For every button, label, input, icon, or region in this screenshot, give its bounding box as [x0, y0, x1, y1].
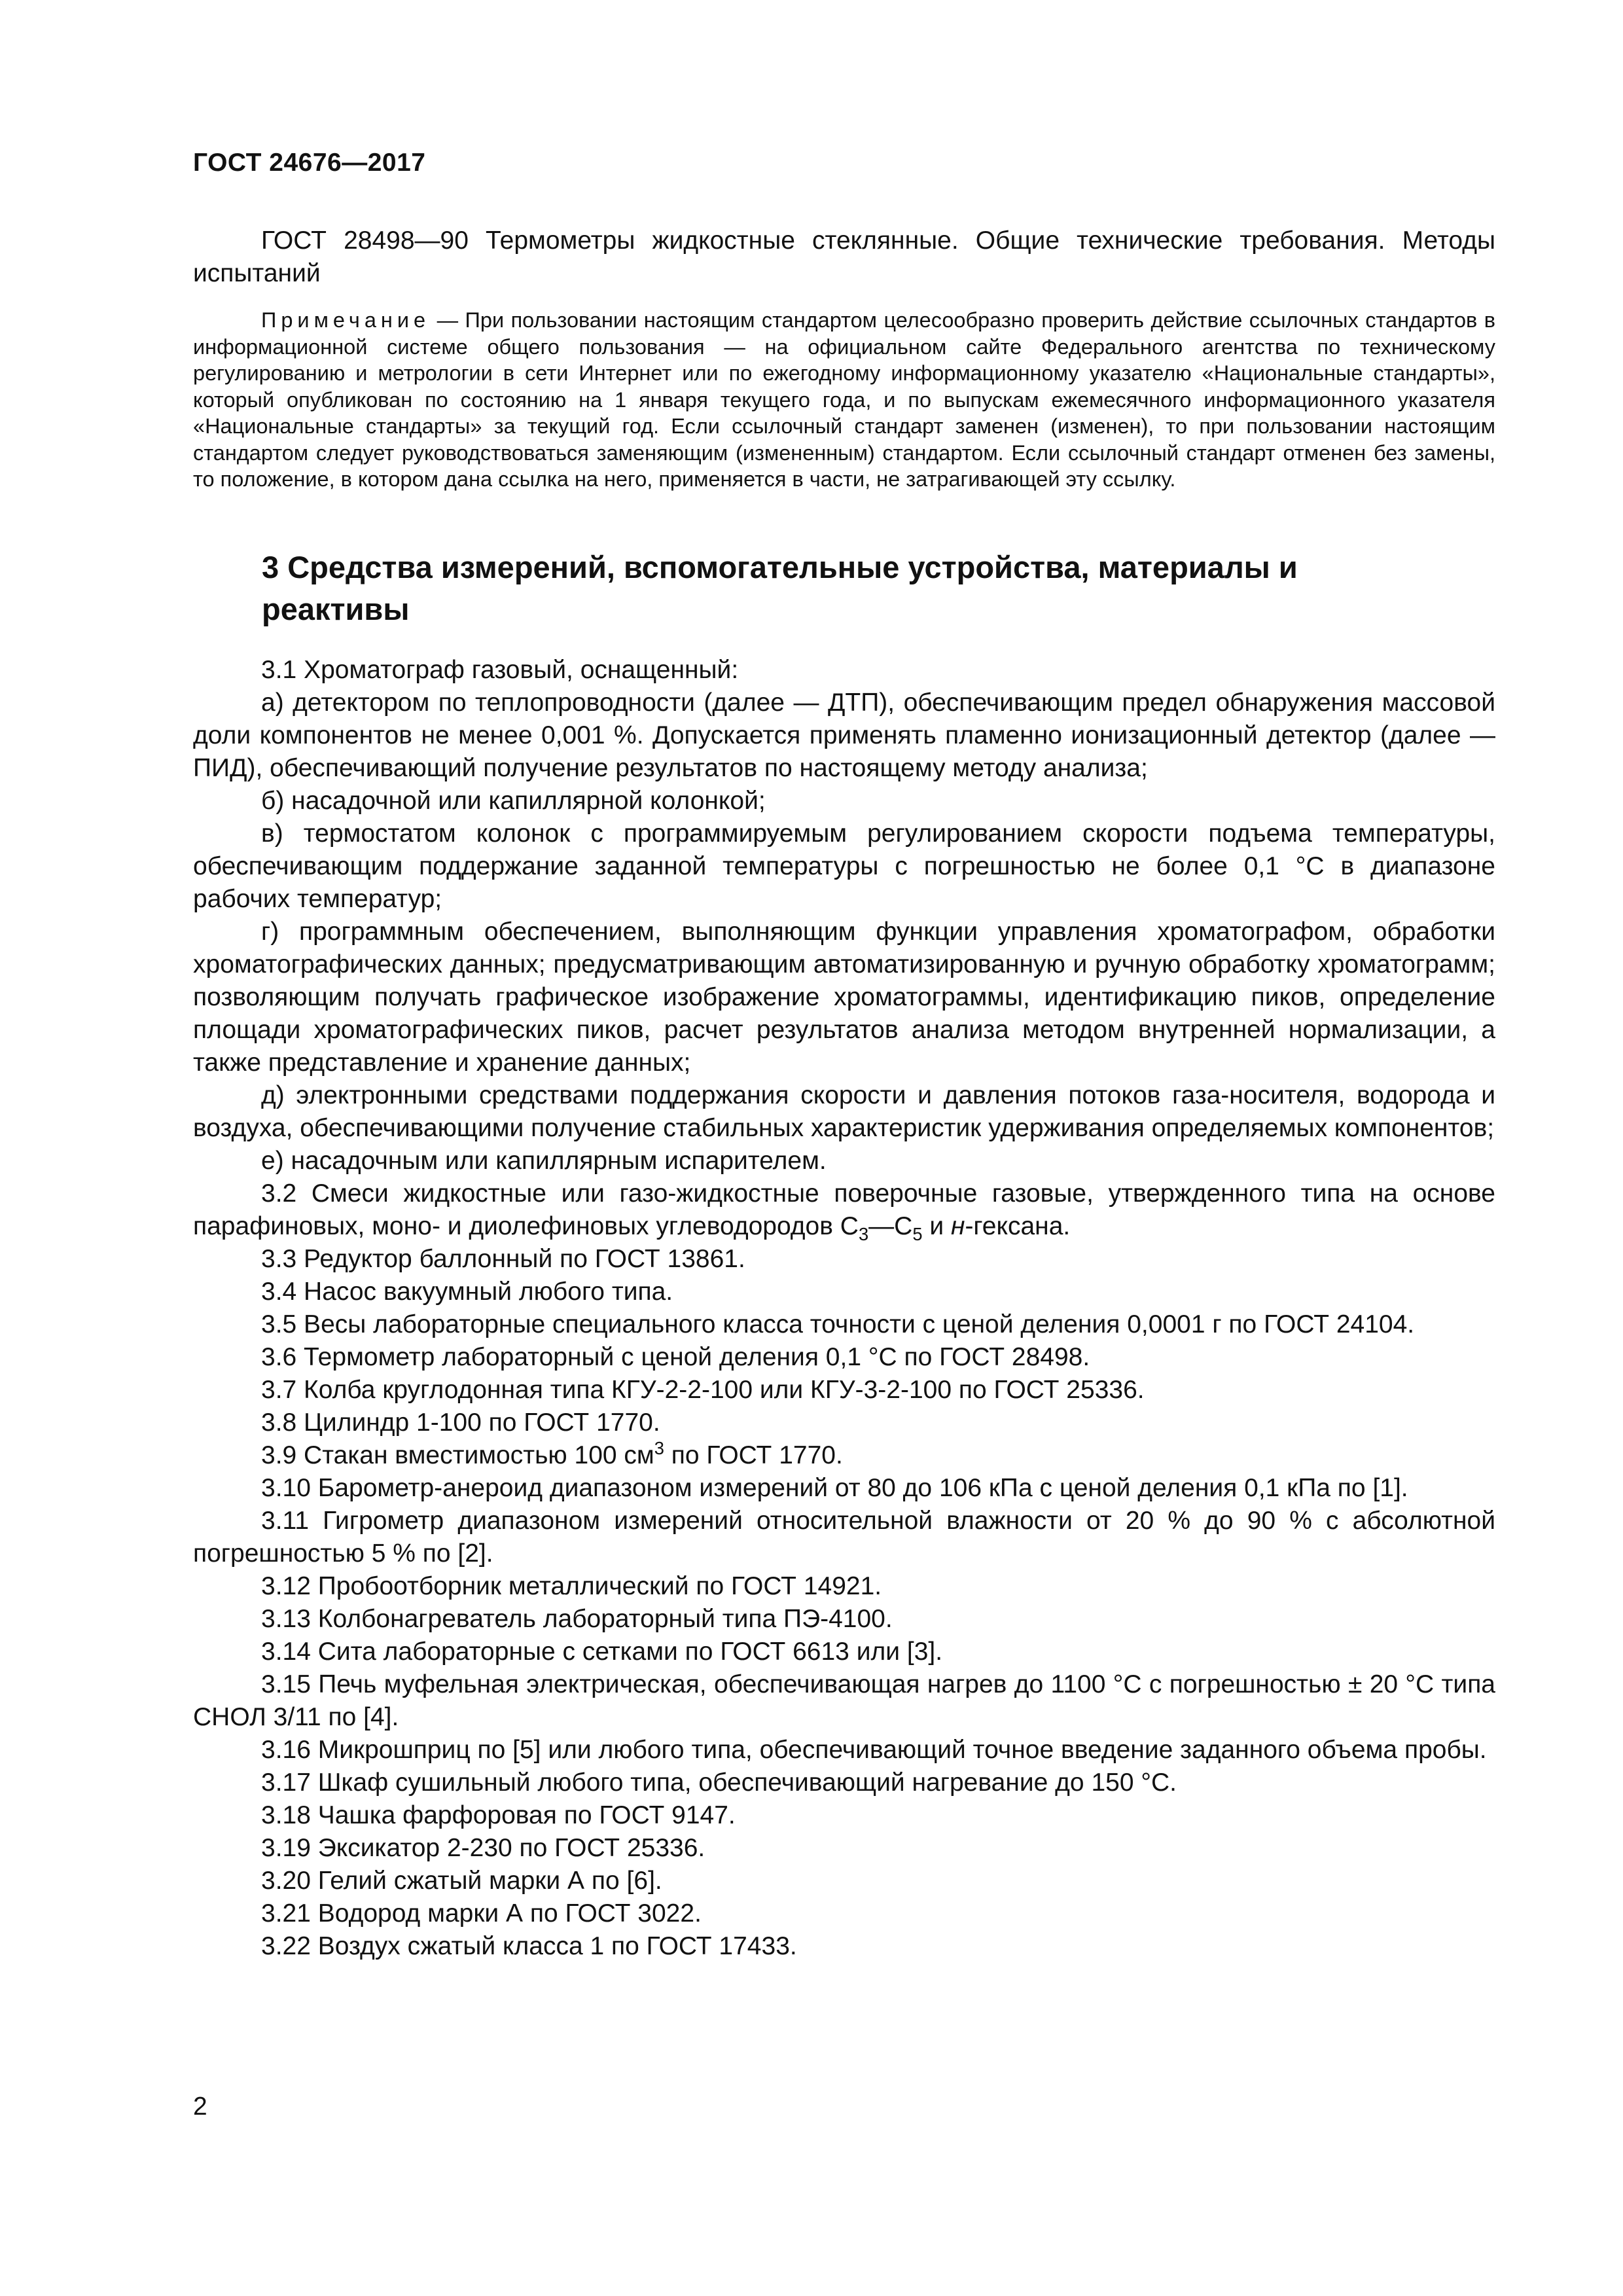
item-3-2-subscript-3: 3	[858, 1223, 869, 1244]
page-number: 2	[193, 2092, 207, 2121]
item-3-7: 3.7 Колба круглодонная типа КГУ-2-2-100 или КГУ-3-2-100 по ГОСТ 25336.	[261, 1375, 1145, 1404]
item-3-1-b: б) насадочной или капиллярной колонкой;	[261, 786, 766, 815]
item-3-11: 3.11 Гигрометр диапазоном измерений относительной влажности от 20 % до 90 % с абсолютной погрешностью 5 % по [2].	[193, 1506, 1495, 1568]
item-3-2	[193, 1177, 1495, 1243]
note-dash: —	[430, 308, 465, 332]
note-label: Примечание	[261, 308, 431, 332]
item-3-16: 3.16 Микрошприц по [5] или любого типа, обеспечивающий точное введение заданного объема пробы.	[261, 1735, 1487, 1764]
item-3-2-end: -гексана.	[965, 1211, 1071, 1240]
item-3-17: 3.17 Шкаф сушильный любого типа, обеспечивающий нагревание до 150 °С.	[261, 1768, 1177, 1797]
item-3-2-italic-n: н	[950, 1211, 965, 1240]
item-3-15: 3.15 Печь муфельная электрическая, обеспечивающая нагрев до 1100 °С с погрешностью ± 20 °С типа СНОЛ 3/11 по [4].	[193, 1670, 1495, 1731]
item-3-20: 3.20 Гелий сжатый марки А по [6].	[261, 1866, 662, 1895]
item-3-2-dash: —С	[868, 1211, 913, 1240]
document-id-header: ГОСТ 24676—2017	[193, 149, 426, 177]
note-text: При пользовании настоящим стандартом целесообразно проверить действие ссылочных стандартов в информационной системе общего пользования — на официальном сайте Федерального агентства по техническому регулированию и метрологии в сети Интернет или по ежегодному информационному указателю «Национальные стандарты», который опубликован по состоянию на 1 января текущего года, и по выпускам ежемесячного информационного указателя «Национальные стандарты» за текущий год. Если ссылочный стандарт заменен (изменен), то при пользовании настоящим стандартом следует руководствоваться заменяющим (измененным) стандартом. Если ссылочный стандарт отменен без замены, то положение, в котором дана ссылка на него, применяется в части, не затрагивающей эту ссылку.	[193, 308, 1496, 491]
item-3-8: 3.8 Цилиндр 1-100 по ГОСТ 1770.	[261, 1408, 660, 1437]
item-3-1-g: г) программным обеспечением, выполняющим функции управления хроматографом, обработки хроматографических данных; предусматривающим автоматизированную и ручную обработку хроматограмм; позволяющим получать графическое изображение хроматограммы, идентификацию пиков, определение площади хроматографических пиков, расчет результатов анализа методом внутренней нормализации, а также представление и хранение данных;	[193, 917, 1495, 1077]
item-3-21: 3.21 Водород марки А по ГОСТ 3022.	[261, 1899, 702, 1928]
normative-reference-item: ГОСТ 28498—90 Термометры жидкостные стеклянные. Общие технические требования. Методы испытаний	[193, 226, 1495, 287]
item-3-12: 3.12 Пробоотборник металлический по ГОСТ 14921.	[261, 1571, 882, 1600]
item-3-9-text: 3.9 Стакан вместимостью 100 см	[261, 1441, 654, 1469]
item-3-18: 3.18 Чашка фарфоровая по ГОСТ 9147.	[261, 1801, 736, 1829]
item-3-10: 3.10 Барометр-анероид диапазоном измерений от 80 до 106 кПа с ценой деления 0,1 кПа по [1].	[261, 1473, 1408, 1502]
item-3-14: 3.14 Сита лабораторные с сетками по ГОСТ 6613 или [3].	[261, 1637, 943, 1666]
section-heading: 3 Средства измерений, вспомогательные устройства, материалы и реактивы	[262, 549, 1298, 626]
item-3-1-v: в) термостатом колонок с программируемым регулированием скорости подъема температуры, обеспечивающим поддержание заданной температуры с погрешностью не более 0,1 °С в диапазоне рабочих температур;	[193, 819, 1495, 913]
item-3-2-and: и	[922, 1211, 951, 1240]
item-3-9	[193, 1439, 1495, 1472]
item-3-3: 3.3 Редуктор баллонный по ГОСТ 13861.	[261, 1244, 745, 1273]
item-3-4: 3.4 Насос вакуумный любого типа.	[261, 1277, 673, 1306]
item-3-19: 3.19 Эксикатор 2-230 по ГОСТ 25336.	[261, 1833, 705, 1862]
item-3-13: 3.13 Колбонагреватель лабораторный типа ПЭ-4100.	[261, 1604, 893, 1633]
item-3-5: 3.5 Весы лабораторные специального класса точности с ценой деления 0,0001 г по ГОСТ 24104.	[261, 1310, 1415, 1338]
item-3-9-superscript: 3	[654, 1437, 664, 1458]
item-3-1-e: е) насадочным или капиллярным испарителем.	[261, 1146, 827, 1175]
item-3-22: 3.22 Воздух сжатый класса 1 по ГОСТ 17433.	[261, 1931, 797, 1960]
item-3-6: 3.6 Термометр лабораторный с ценой деления 0,1 °С по ГОСТ 28498.	[261, 1342, 1090, 1371]
item-3-2-subscript-5: 5	[912, 1223, 923, 1244]
document-page	[193, 147, 1495, 1963]
section-items	[193, 654, 1495, 1963]
item-3-1-a: а) детектором по теплопроводности (далее — ДТП), обеспечивающим предел обнаружения массовой доли компонентов не менее 0,001 %. Допускается применять пламенно ионизационный детектор (далее — ПИД), обеспечивающий получение результатов по настоящему методу анализа;	[193, 688, 1495, 782]
note-paragraph	[193, 307, 1495, 493]
item-3-1: 3.1 Хроматограф газовый, оснащенный:	[261, 655, 739, 684]
item-3-2-text: 3.2 Смеси жидкостные или газо-жидкостные поверочные газовые, утвержденного типа на основе парафиновых, моно- и диолефиновых углеводородов С	[193, 1179, 1495, 1240]
item-3-1-d: д) электронными средствами поддержания скорости и давления потоков газа-носителя, водорода и воздуха, обеспечивающими получение стабильных характеристик удерживания определяемых компонентов;	[193, 1081, 1495, 1142]
item-3-9-end: по ГОСТ 1770.	[664, 1441, 843, 1469]
